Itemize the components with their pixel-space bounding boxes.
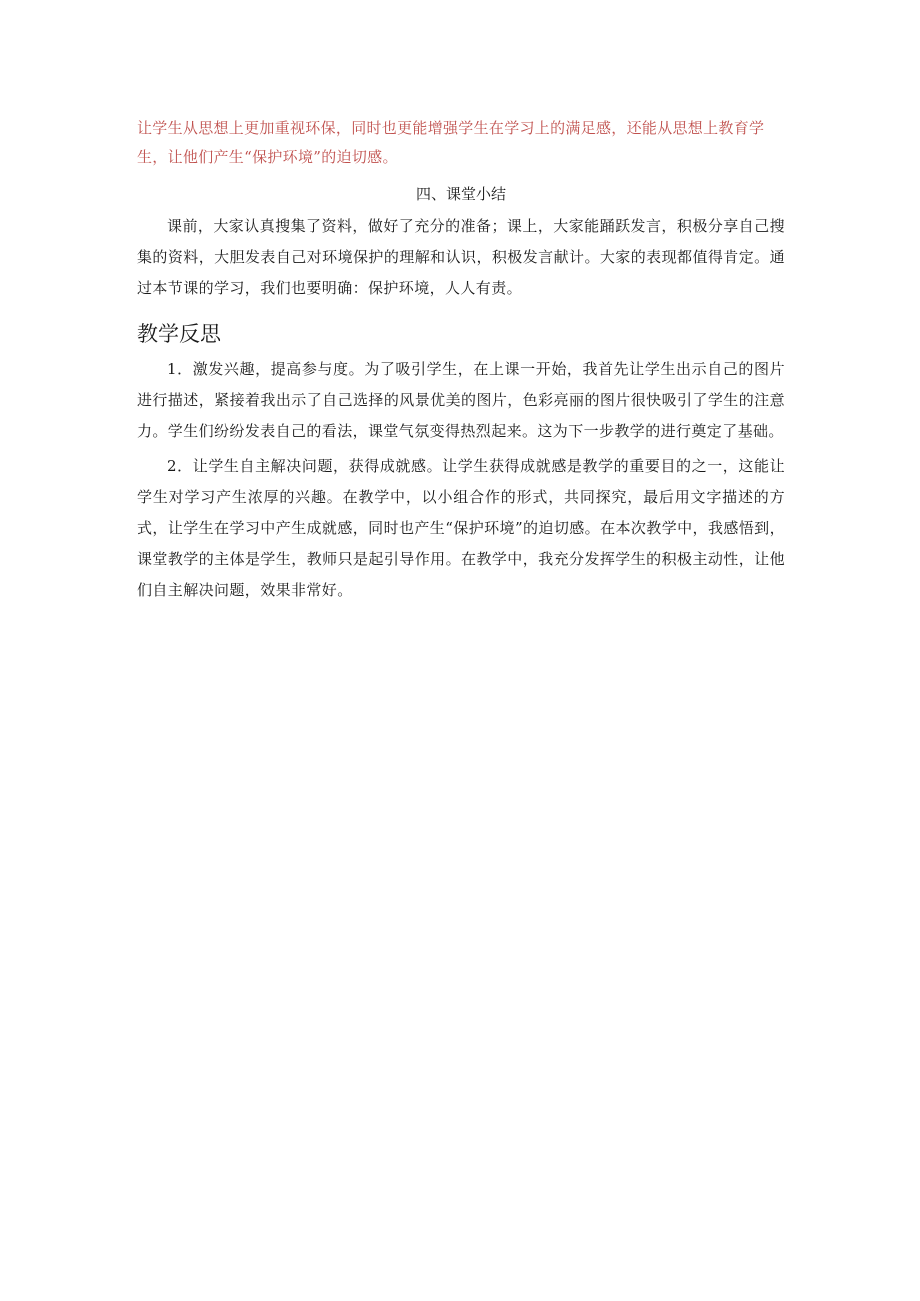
section-title-summary: 四、课堂小结 — [415, 185, 506, 203]
red-intro-paragraph: 让学生从思想上更加重视环保，同时也更能增强学生在学习上的满足感，还能从思想上教育学生，让他们产生“保护环境”的迫切感。 — [137, 119, 765, 166]
reflection-heading: 教学反思 — [137, 322, 221, 346]
summary-paragraph: 课前，大家认真搜集了资料，做好了充分的准备；课上，大家能踊跃发言，积极分享自己搜集的资料，大胆发表自己对环境保护的理解和认识，积极发言献计。大家的表现都值得肯定。通过本节课的学习，我们也要明确：保护环境，人人有责。 — [137, 217, 785, 297]
reflection-item-2: 2．让学生自主解决问题，获得成就感。让学生获得成就感是教学的重要目的之一，这能让学生对学习产生浓厚的兴趣。在教学中，以小组合作的形式，共同探究，最后用文字描述的方式，让学生在学习中产生成就感，同时也产生“保护环境”的迫切感。在本次教学中，我感悟到，课堂教学的主体是学生，教师只是起引导作用。在教学中，我充分发挥学生的积极主动性，让他们自主解决问题，效果非常好。 — [137, 457, 785, 599]
document-page — [137, 114, 785, 606]
reflection-item-1: 1．激发兴趣，提高参与度。为了吸引学生，在上课一开始，我首先让学生出示自己的图片进行描述，紧接着我出示了自己选择的风景优美的图片，色彩亮丽的图片很快吸引了学生的注意力。学生们纷纷发表自己的看法，课堂气氛变得热烈起来。这为下一步教学的进行奠定了基础。 — [137, 360, 785, 440]
